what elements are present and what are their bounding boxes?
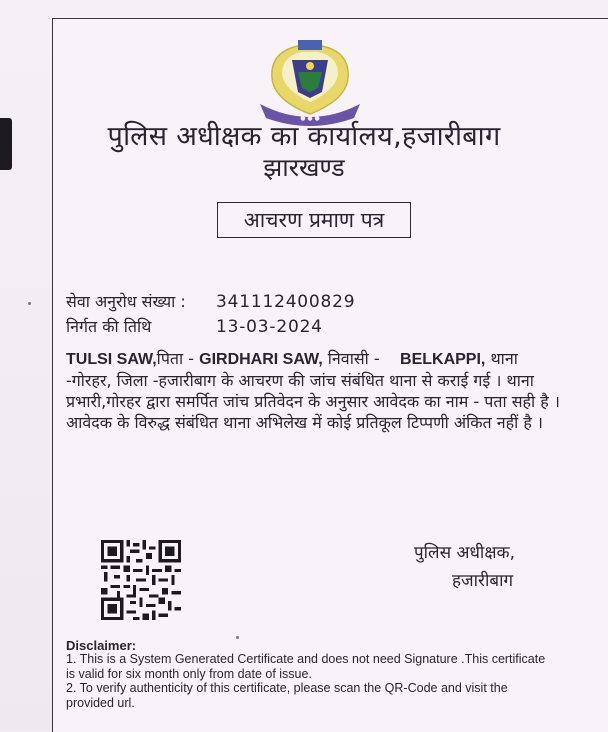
qr-code-icon — [101, 540, 181, 620]
certificate-title: आचरण प्रमाण पत्र — [243, 208, 385, 232]
disclaimer-title: Disclaimer: — [66, 638, 137, 653]
request-number-row — [66, 290, 355, 312]
request-number-value: 341112400829 — [216, 292, 356, 312]
father-name: GIRDHARI SAW, — [199, 351, 323, 368]
disclaimer-text — [66, 652, 546, 710]
jharkhand-police-emblem-icon — [258, 38, 362, 128]
scan-speck — [236, 636, 239, 639]
certificate-title-box — [217, 202, 411, 238]
body-paragraph: थाना -गोरहर, जिला -हजारीबाग के आचरण की जांच संबंधित थाना से कराई गई । थाना प्रभारी,गोरहर द्वारा समर्पित जांच प्रतिवेदन के अनुसार आवेदक का नाम - पता सही है । आवेदक के विरुद्ध संबंधित थाना अभिलेख में कोई प्रतिकूल टिप्पणी अंकित नहीं है । — [66, 349, 560, 432]
disclaimer-item-2: 2. To verify authenticity of this certificate, please scan the QR-Code and visit the provided url. — [66, 681, 508, 710]
resident-label: निवासी - — [327, 349, 380, 368]
issue-date-value: 13-03-2024 — [216, 317, 323, 337]
certificate-body — [66, 348, 566, 433]
request-number-label: सेवा अनुरोध संख्या : — [66, 292, 186, 311]
state-title: झारखण्ड — [263, 153, 345, 182]
issue-date-label: निर्गत की तिथि — [66, 317, 152, 336]
scan-speck — [28, 302, 31, 305]
applicant-name: TULSI SAW, — [66, 351, 157, 368]
office-title: पुलिस अधीक्षक का कार्यालय,हजारीबाग — [107, 121, 501, 152]
signatory-location: हजारीबाग — [452, 571, 514, 591]
signatory-title: पुलिस अधीक्षक, — [414, 543, 515, 563]
father-label: पिता - — [156, 349, 195, 368]
disclaimer-item-1: 1. This is a System Generated Certificate and does not need Signature .This certificate is valid for six month only from date of issue. — [66, 652, 546, 681]
svg-text:● ● ●: ● ● ● — [300, 115, 320, 122]
issue-date-row — [66, 315, 323, 337]
village-name: BELKAPPI, — [400, 351, 486, 368]
